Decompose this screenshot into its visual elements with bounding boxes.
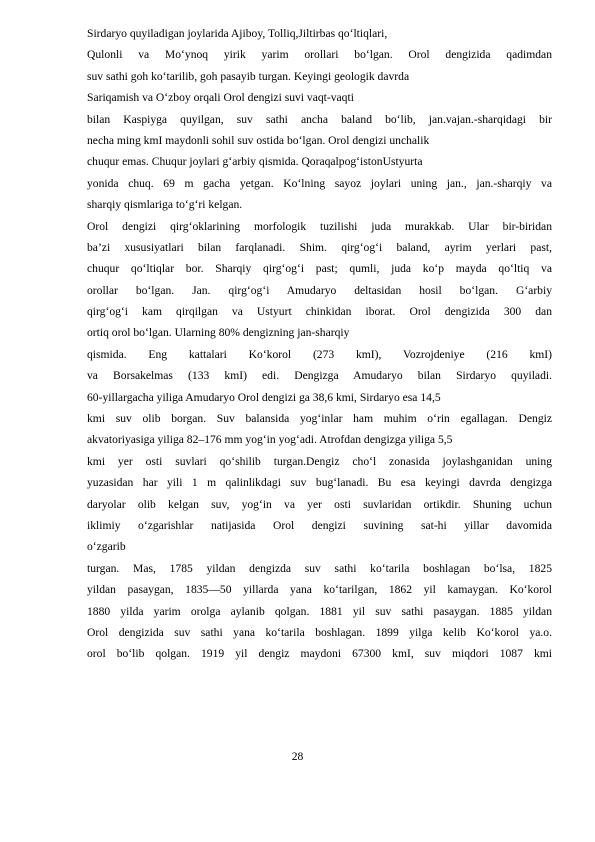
text-line: Sariqamish va O‘zboy orqali Orol dengizi suvi vaqt-vaqti xyxy=(87,91,354,105)
text-line: orol bo‘lib qolgan. 1919 yil dengiz maydoni 67300 kmI, suv miqdori 1087 kmi xyxy=(87,647,552,661)
text-line: Sirdaryo quyiladigan joylarida Ajiboy, Tolliq,Jiltirbas qo‘ltiqlari, xyxy=(87,27,388,40)
text-line: bilan Kaspiyga quyilgan, suv sathi ancha baland bo‘lib, jan.vajan.-sharqidagi bir xyxy=(87,112,552,126)
text-line: ba’zi xususiyatlari bilan farqlanadi. Shim. qirg‘og‘i baland, ayrim yerlari past, xyxy=(87,240,552,254)
text-line: Qulonli va Mo‘ynoq yirik yarim orollari bo‘lgan. Orol dengizida qadimdan xyxy=(87,48,552,62)
text-line: necha ming kmI maydonli sohil suv ostida bo‘lgan. Orol dengizi unchalik xyxy=(87,133,430,147)
text-line: ortiq orol bo‘lgan. Ularning 80% dengizning jan-sharqiy xyxy=(87,326,350,340)
text-line: yildan pasaygan, 1835—50 yillarda yana ko‘tarilgan, 1862 yil kamaygan. Ko‘korol xyxy=(87,583,552,597)
text-line: Orol dengizida suv sathi yana ko‘tarila boshlagan. 1899 yilga kelib Ko‘korol ya.o. xyxy=(87,625,552,639)
text-line: va Borsakelmas (133 kmI) edi. Dengizga Amudaryo bilan Sirdaryo quyiladi. xyxy=(87,369,552,383)
text-line: kmi yer osti suvlari qo‘shilib turgan.Dengiz cho‘l zonasida joylashganidan uning xyxy=(87,454,552,468)
text-line: chuqur emas. Chuqur joylari g‘arbiy qismida. QoraqalpogʻistonUstyurta xyxy=(87,155,423,169)
text-line: yonida chuq. 69 m gacha yetgan. Ko‘lning sayoz joylari uning jan., jan.-sharqiy va xyxy=(87,176,552,190)
text-line: orollar bo‘lgan. Jan. qirg‘og‘i Amudaryo deltasidan hosil bo‘lgan. G‘arbiy xyxy=(87,283,552,297)
text-line: 60-yillargacha yiliga Amudaryo Orol dengizi ga 38,6 kmi, Sirdaryo esa 14,5 xyxy=(87,390,441,404)
body-text xyxy=(87,23,552,665)
text-line: sharqiy qismlariga to‘g‘ri kelgan. xyxy=(87,198,243,212)
text-line: akvatoriyasiga yiliga 82–176 mm yog‘in yog‘adi. Atrofdan dengizga yiliga 5,5 xyxy=(87,433,453,447)
text-line: qirg‘og‘i kam qirqilgan va Ustyurt chinkidan iborat. Orol dengizida 300 dan xyxy=(87,305,552,319)
text-line: yuzasidan har yili 1 m qalinlikdagi suv bug‘lanadi. Bu esa keyingi davrda dengizga xyxy=(87,476,552,490)
text-line: daryolar olib kelgan suv, yog‘in va yer osti suvlaridan ortikdir. Shuning uchun xyxy=(87,497,552,511)
text-line: qismida. Eng kattalari Ko‘korol (273 kmI), Vozrojdeniye (216 kmI) xyxy=(87,347,552,361)
text-line: chuqur qo‘ltiqlar bor. Sharqiy qirg‘og‘i past; qumli, juda ko‘p mayda qo‘ltiq va xyxy=(87,262,552,276)
text-line: Orol dengizi qirg‘oklarining morfologik tuzilishi juda murakkab. Ular bir-biridan xyxy=(87,219,552,233)
text-line: turgan. Mas, 1785 yildan dengizda suv sathi ko‘tarila boshlagan bo‘lsa, 1825 xyxy=(87,561,552,575)
text-line: o‘zgarib xyxy=(87,540,126,554)
page-number: 28 xyxy=(291,750,304,763)
text-line: kmi suv olib borgan. Suv balansida yog‘inlar ham muhim o‘rin egallagan. Dengiz xyxy=(87,412,552,426)
text-line: suv sathi goh ko‘tarilib, goh pasayib turgan. Keyingi geologik davrda xyxy=(87,69,410,83)
text-line: 1880 yilda yarim orolga aylanib qolgan. 1881 yil suv sathi pasaygan. 1885 yildan xyxy=(87,604,552,618)
text-line: iklimiy o‘zgarishlar natijasida Orol dengizi suvining sat-hi yillar davomida xyxy=(87,518,552,532)
